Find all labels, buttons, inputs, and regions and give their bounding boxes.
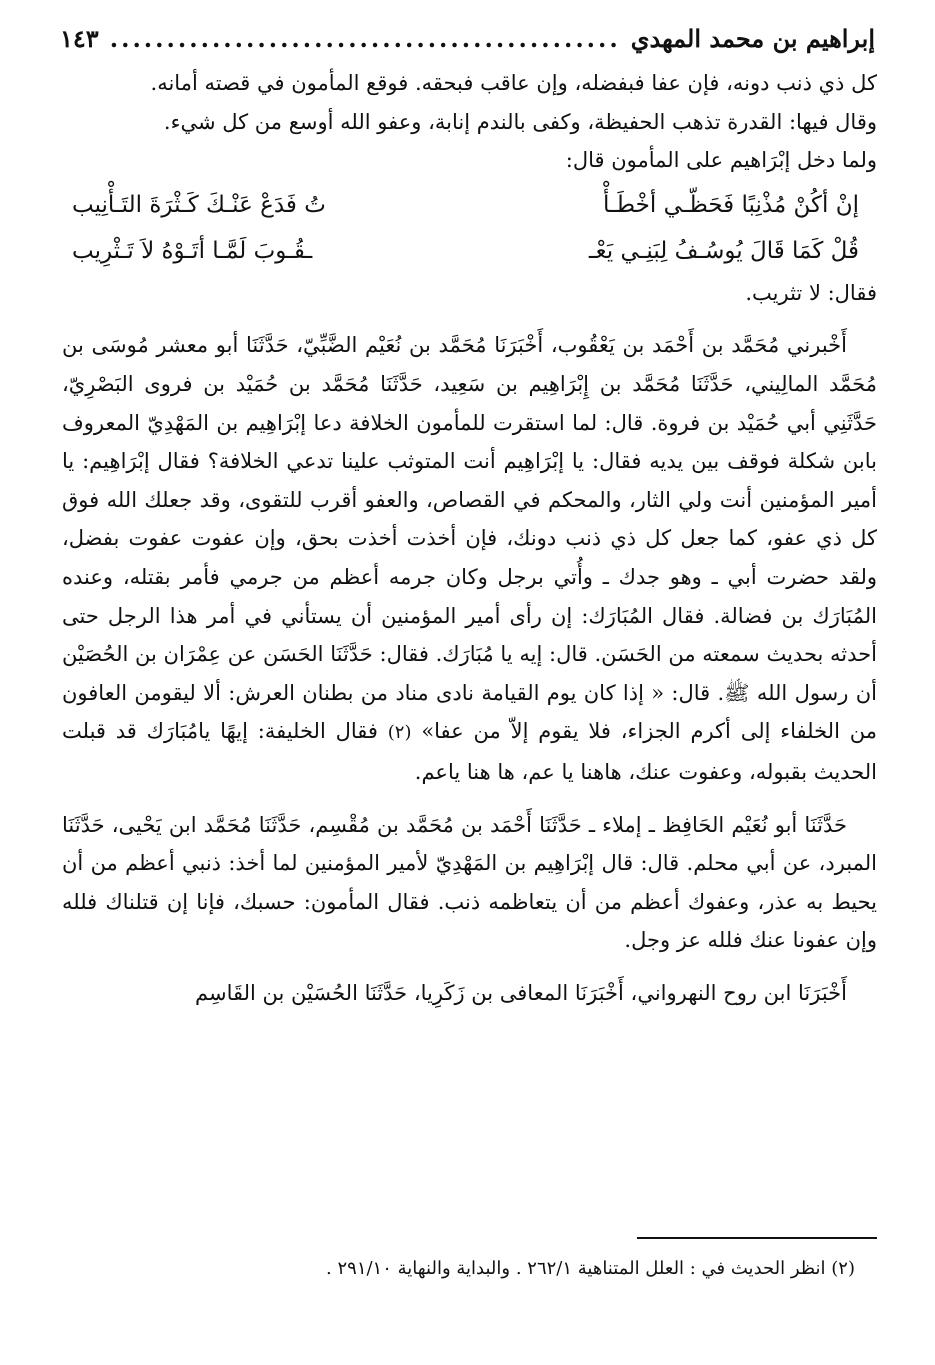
- verse-second-hemistich: ـقُـوبَ لَمَّـا أتَـوْهُ لاَ تَـثْرِيب: [72, 237, 313, 264]
- main-text: [62, 64, 877, 1012]
- paragraph: حَدَّثَنَا أبو نُعَيْم الحَافِظ ـ إملاء ـ حَدَّثَنَا أَحْمَد بن مُحَمَّد بن مُقْسِم، حَدَّثَنَا مُحَمَّد ابن يَحْيى، حَدَّثَنَا المبرد، عن أبي محلم. قال: قال إبْرَاهِيم بن المَهْدِيّ لأمير المؤمنين لما أخذ: ذنبي أعظم من أن يحيط به عذر، وعفوك أعظم من أن يتعاظمه ذنب. فقال المأمون: حسبك، فإنا إن قتلناك فلله وإن عفونا عنك فلله عز وجل.: [62, 812, 877, 953]
- paragraph-text: فقال الخليفة: إيهًا يامُبَارَك قد قبلت الحديث بقبوله، وعفوت عنك، هاهنا يا عم، ها هنا ياعم.: [62, 719, 877, 784]
- page-number: ١٤٣: [60, 23, 99, 53]
- footnote: (٢) انظر الحديث في : العلل المتناهية ٢٦٢/١ . والبداية والنهاية ٢٩١/١٠ .: [326, 1258, 855, 1279]
- paragraph-line: وقال فيها: القدرة تذهب الحفيظة، وكفى بالندم إنابة، وعفو الله أوسع من كل شيء.: [163, 109, 877, 134]
- paragraph-gap: [62, 960, 877, 974]
- paragraph-text: أَخْبرني مُحَمَّد بن أَحْمَد بن يَعْقُوب، أَخْبَرَنَا مُحَمَّد بن نُعَيْم الضَّبِّيّ، حَدَّثَنَا أبو معشر مُوسَى بن مُحَمَّد المالِيني، حَدَّثَنَا مُحَمَّد بن إِبْرَاهِيم بن سَعِيد، حَدَّثَنَا مُحَمَّد بن حُمَيْد بن فروى البَصْرِيّ، حَدَّثَنِي أبي حُمَيْد بن فروة. قال: لما استقرت للمأمون الخلافة دعا إبْرَاهِيم بن المَهْدِيّ المعروف بابن شكلة فوقف بين يديه فقال: يا إبْرَاهِيم أنت المتوثب علينا تدعي الخلافة؟ فقال إبْرَاهِيم: يا أمير المؤمنين أنت ولي الثار، والمحكم في القصاص، والعفو أقرب للتقوى، وقد جعلك الله فوق كل ذي عفو، كما جعل كل ذي ذنب دونك، فإن أخذت أخذت بحق، وإن عفوت عفوت بفضل، ولقد حضرت أبي ـ وهو جدك ـ وأُتي برجل وكان جرمه أعظم من جرمي فأمر بقتله، وعنده المُبَارَك بن فضالة. فقال المُبَارَك: إن رأى أمير المؤمنين أن يستأني في أمر هذا الرجل حتى أحدثه بحديث سمعته من الحَسَن. قال: إيه يا مُبَارَك. فقال: حَدَّثَنَا الحَسَن عن عِمْرَان بن الحُصَيْن أن رسول الله ﷺ. قال: « إذا كان يوم القيامة نادى مناد من بطنان العرش: ألا ليقومن العافون من الخلفاء إلى أكرم الجزاء، فلا يقوم إلاّ من عفا»: [62, 333, 877, 744]
- verse-first-hemistich: إنْ أكُنْ مُذْنِبًا فَحَظّـي أخْطَـأْ: [603, 191, 859, 218]
- paragraph-gap: [62, 312, 877, 326]
- dot-leader: [109, 24, 621, 53]
- poem: [62, 182, 877, 274]
- paragraph-line: كل ذي ذنب دونه، فإن عفا فبفضله، وإن عاقب فبحقه. فوقع المأمون في قصته أمانه.: [150, 71, 877, 95]
- running-header: [60, 18, 875, 58]
- paragraph-gap: [62, 792, 877, 806]
- footnote-marker: (٢): [387, 722, 412, 744]
- paragraph: [62, 326, 877, 791]
- verse-first-hemistich: قُلْ كَمَا قَالَ يُوسُـفُ لِبَنِـي يَعْـ: [588, 237, 859, 264]
- running-title: إبراهيم بن محمد المهدي: [630, 23, 875, 53]
- paragraph-line: ولما دخل إبْرَاهيم على المأمون قال:: [565, 148, 877, 173]
- poem-verse: [62, 228, 877, 274]
- paragraph: أَخْبَرَنَا ابن روح النهرواني، أَخْبَرَنَا المعافى بن زَكَرِيا، حَدَّثَنَا الحُسَيْن بن القَاسِم: [195, 980, 847, 1005]
- verse-second-hemistich: تُ فَدَعْ عَنْـكَ كَـثْرَةَ التَـأْنِيب: [72, 191, 326, 218]
- poem-verse: [62, 182, 877, 228]
- paragraph-line: فقال: لا تثريب.: [745, 280, 877, 305]
- footnote-separator: [637, 1237, 877, 1239]
